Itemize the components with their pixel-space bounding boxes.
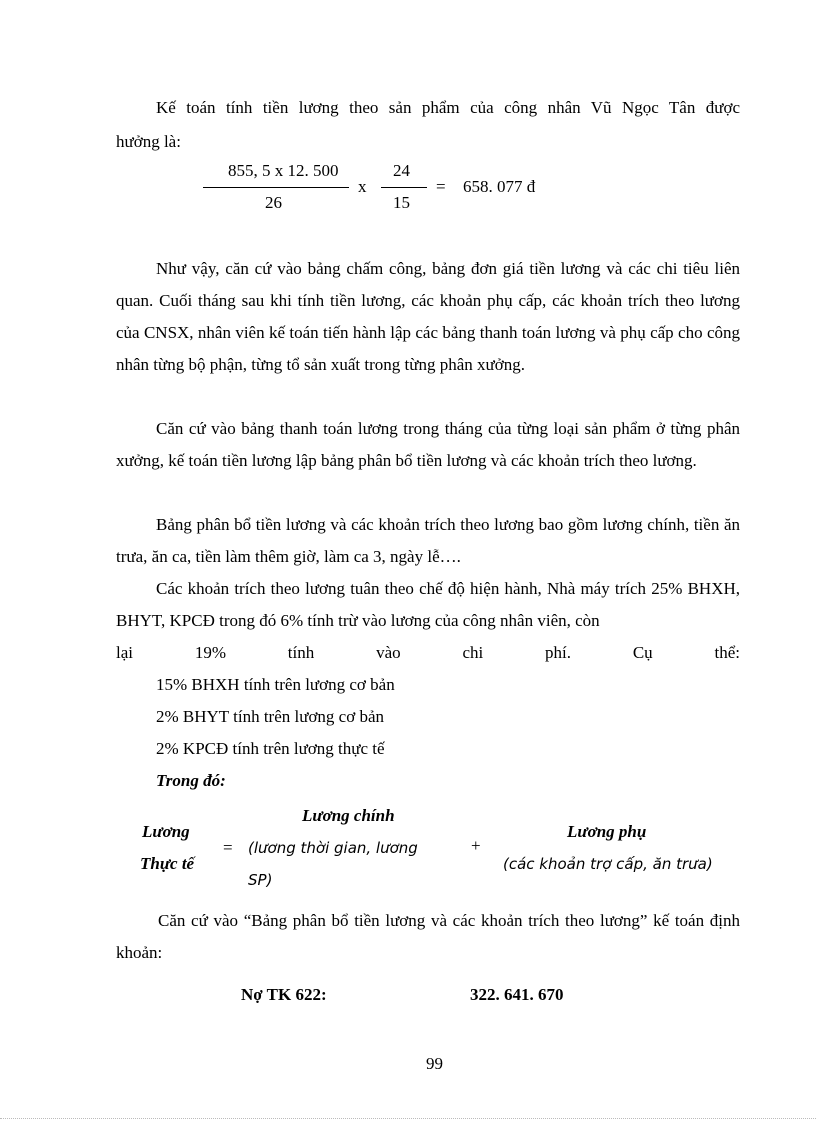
formula-result: 658. 077 đ (463, 177, 536, 196)
paragraph-dinh-khoan: Căn cứ vào “Bảng phân bổ tiền lương và các khoản trích theo lương” kế toán định khoản: (116, 911, 740, 962)
paragraph-cac-khoan: Các khoản trích theo lương tuân theo chế độ hiện hành, Nhà máy trích 25% BHXH, BHYT, KPCĐ trong đó 6% tính trừ vào lương của công nhân viên, còn (116, 579, 740, 630)
aux-salary-detail: (các khoản trợ cấp, ăn trưa) (503, 855, 713, 873)
fraction2-denominator: 15 (393, 193, 410, 212)
list-item: 2% BHYT tính trên lương cơ bản (156, 707, 385, 726)
list-item: 15% BHXH tính trên lương cơ bản (156, 675, 395, 694)
times-sign: x (358, 177, 367, 196)
paragraph-con-lai: lại 19% tính vào chi phí. Cụ thể: (116, 643, 740, 662)
equals-sign: = (436, 177, 446, 196)
main-salary-detail-1: (lương thời gian, lương (248, 839, 418, 857)
fraction-bar-1 (203, 187, 349, 188)
main-salary-detail-2: SP) (248, 871, 273, 889)
intro-line-1: Kế toán tính tiền lương theo sản phẩm của công nhân Vũ Ngọc Tân được (156, 98, 740, 117)
paragraph-bang-phan-bo: Bảng phân bổ tiền lương và các khoản trích theo lương bao gồm lương chính, tiền ăn trưa, ăn ca, tiền làm thêm giờ, làm ca 3, ngày lễ…. (116, 515, 740, 566)
aux-salary-title: Lương phụ (567, 822, 647, 841)
paragraph-nhu-vay: Như vậy, căn cứ vào bảng chấm công, bảng đơn giá tiền lương và các chi tiêu liên quan. Cuối tháng sau khi tính tiền lương, các khoản phụ cấp, các khoản trích theo lương của CNSX, nhân viên kế toán tiến hành lập các bảng thanh toán lương và phụ cấp cho công nhân từng bộ phận, từng tổ sản xuất trong từng phân xưởng. (116, 259, 740, 374)
actual-salary-label-2: Thực tế (140, 854, 195, 873)
page-number: 99 (426, 1054, 443, 1073)
actual-salary-label-1: Lương (142, 822, 190, 841)
page-bottom-border (0, 1118, 816, 1119)
fraction2-numerator: 24 (393, 161, 410, 180)
equals-sign-2: = (223, 838, 233, 857)
formula-denominator: 26 (265, 193, 282, 212)
formula-numerator: 855, 5 x 12. 500 (228, 161, 339, 180)
debit-amount: 322. 641. 670 (470, 985, 564, 1004)
trong-do-label: Trong đó: (156, 771, 226, 790)
plus-sign: + (471, 836, 481, 855)
list-item: 2% KPCĐ tính trên lương thực tế (156, 739, 385, 758)
debit-account-label: Nợ TK 622: (241, 985, 327, 1004)
main-salary-title: Lương chính (302, 806, 395, 825)
fraction-bar-2 (381, 187, 427, 188)
intro-line-2: hưởng là: (116, 132, 181, 151)
paragraph-can-cu: Căn cứ vào bảng thanh toán lương trong tháng của từng loại sản phẩm ở từng phân xưởng, kế toán tiền lương lập bảng phân bổ tiền lương và các khoản trích theo lương. (116, 419, 740, 470)
